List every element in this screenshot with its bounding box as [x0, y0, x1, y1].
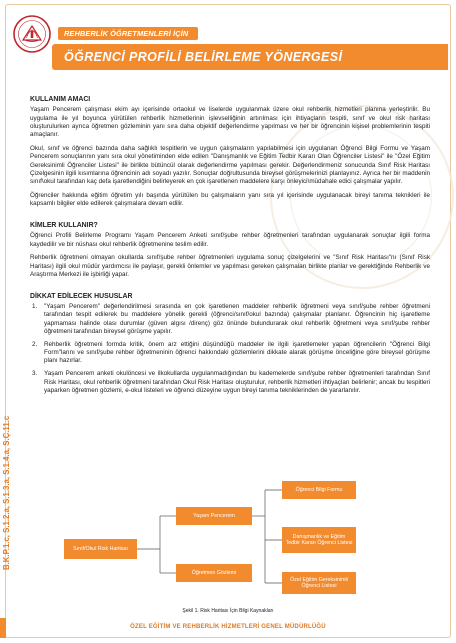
section-heading-notes: DİKKAT EDİLECEK HUSUSLAR — [30, 292, 133, 300]
diagram-box-teacher-observation: Öğretmen Gözlemi — [176, 564, 252, 582]
diagram-box-special-education-list: Özel Eğitim Gereksinimli Öğrenci Listesi — [282, 572, 356, 594]
list-item: 2. Rehberlik öğretmeni formda kritik, önem arz ettiğini düşündüğü maddeler ile ilgili işaretlemeler yapan öğrencilerin "Öğrenci Bilgi Form"larını ve sınıf/şube rehber öğretmeninin öğrenci hakkındaki gözlemlerini dikkate alarak görüşme önceliğine göre bireysel görüşme planı hazırlar. — [32, 340, 430, 365]
paragraph: Öğrenci Profili Belirleme Programı Yaşam Pencerem Anketi sınıf/şube rehber öğretmenleri tarafından uygulanarak sonuçlar ilgili forma kaydedilir ve bir nüshası okul rehberlik öğretmenine teslim edilir. — [30, 232, 430, 248]
list-item: 3. Yaşam Pencerem anketi okulöncesi ve ilkokullarda uygulanmadığından bu kademelerde sınıf/şube rehber öğretmenleri tarafından Sınıf Risk Haritası, okul rehberlik öğretmeni tarafından Okul Risk Haritası oluşturulur, rehberlik hizmetleri ihtiyaçları belirlenir; ancak bu tespitleri yaparken öğretmen gözlemi, e-okul listeleri ve öğrenci düzeyine uygun bireyi tanıma tekniklerinden de yararlanılır. — [32, 370, 430, 394]
paragraph: Yaşam Pencerem çalışması ekim ayı içerisinde ortaokul ve liselerde uygulanmak üzere okul rehberlik hizmetleri planına yerleştirilir. Bu uygulama ile yıl boyunca yürütülen rehberlik hizmetlerinin işlevselliğinin artırılması için ihtiyaçların tespiti, sınıf ve okul risk haritası oluşturulurken ayrıca öğretmen gözleminin yanı sıra daha objektif değerlendirme yapılması ve her bir öğrencinin kişisel problemlerinin tespiti amaçlanır. — [30, 106, 430, 139]
paragraph: Rehberlik öğretmeni olmayan okullarda sınıf/şube rehber öğretmenleri uygulama sonuç çizelgelerini ve "Sınıf Risk Haritası"nı (Sınıf Risk Haritası) ilgili okul müdür yardımcısı ile paylaşır, gerekli önlemler ve yapılması gereken çalışmaları birlikte planlar ve gerektiğinde Rehberlik ve Araştırma Merkezi ile işbirliği yapar. — [30, 254, 430, 279]
section-heading-purpose: KULLANIM AMACI — [30, 96, 91, 103]
notes-list — [30, 303, 430, 395]
main-content — [30, 96, 430, 400]
list-item: 1. "Yaşam Pencerem" değerlendirilmesi sırasında en çok işaretlenen maddeler rehberlik öğretmeni veya sınıf/şube rehber öğretmeni tarafından tespit edilerek bu maddelere yönelik gerekli (öğrenci/sınıf/okul bazında) çalışmalar planlanır. Öğrencinin hiç işaretleme yapmaması halinde olası durumlar (güven algısı /direnç) göz önünde bulundurarak okul rehberlik öğretmeni veya sınıf/şube rehber öğretmeni tarafından bireysel görüşme yapılır. — [32, 303, 430, 336]
paragraph: Öğrenciler hakkında eğitim öğretim yılı başında yürütülen bu çalışmaların yanı sıra yıl içerisinde uygulanacak bireyi tanıma teknikleri ile kapsamlı bilgiler elde edilerek çalışmalara devam edilir. — [30, 191, 430, 208]
diagram-box-life-window: Yaşam Pencerem — [176, 507, 252, 525]
page-title: ÖĞRENCİ PROFİLİ BELİRLEME YÖNERGESİ — [52, 44, 448, 70]
paragraph: Okul, sınıf ve öğrenci bazında daha sağlıklı tespitlerin ve uygun çalışmaların yapılabilmesi için uygulanan Öğrenci Bilgi Formu ve Yaşam Pencerem sonuçlarının yanı sıra okul yönetiminden elde edilen "Danışmanlık ve Eğitim Tedbir Kararı Olan Öğrenciler Listesi" ile "Özel Eğitim Gereksinimli Öğrenciler Listesi" ile birlikte bütüncül olarak değerlendirme yapılması gerekir. Değerlendirmeniz sonucunda Sınıf Risk Haritası Çizelgesinin ilgili kısımlarına öğrencinin adı soyadı yazılır. Sonuçlar doğrultusunda bireysel görüşmelerinizi planlayınız. Ayrıca her bir maddenin sınıf\okul tarafından kaç defa işaretlendiğini belirleyerek en çok işaretlenen maddelere karşı önleyici\müdahale edici çalışmalar yapılır. — [30, 144, 430, 186]
ministry-logo — [13, 14, 51, 54]
diagram-box-counseling-list: Danışmanlık ve Eğitim Tedbir Kararı Öğrenci Listesi — [282, 527, 356, 553]
diagram-box-risk-map: Sınıf/Okul Risk Haritası — [64, 539, 137, 559]
section-heading-users: KİMLER KULLANIR? — [30, 222, 98, 230]
series-label: REHBERLİK ÖĞRETMENLERİ İÇİN — [58, 27, 198, 40]
footer: ÖZEL EĞİTİM VE REHBERLİK HİZMETLERİ GENEL MÜDÜRLÜĞÜ — [130, 624, 326, 630]
diagram-box-student-info-form: Öğrenci Bilgi Formu — [282, 481, 356, 499]
figure-caption: Şekil 1. Risk Haritası İçin Bilgi Kaynakları — [182, 608, 274, 614]
